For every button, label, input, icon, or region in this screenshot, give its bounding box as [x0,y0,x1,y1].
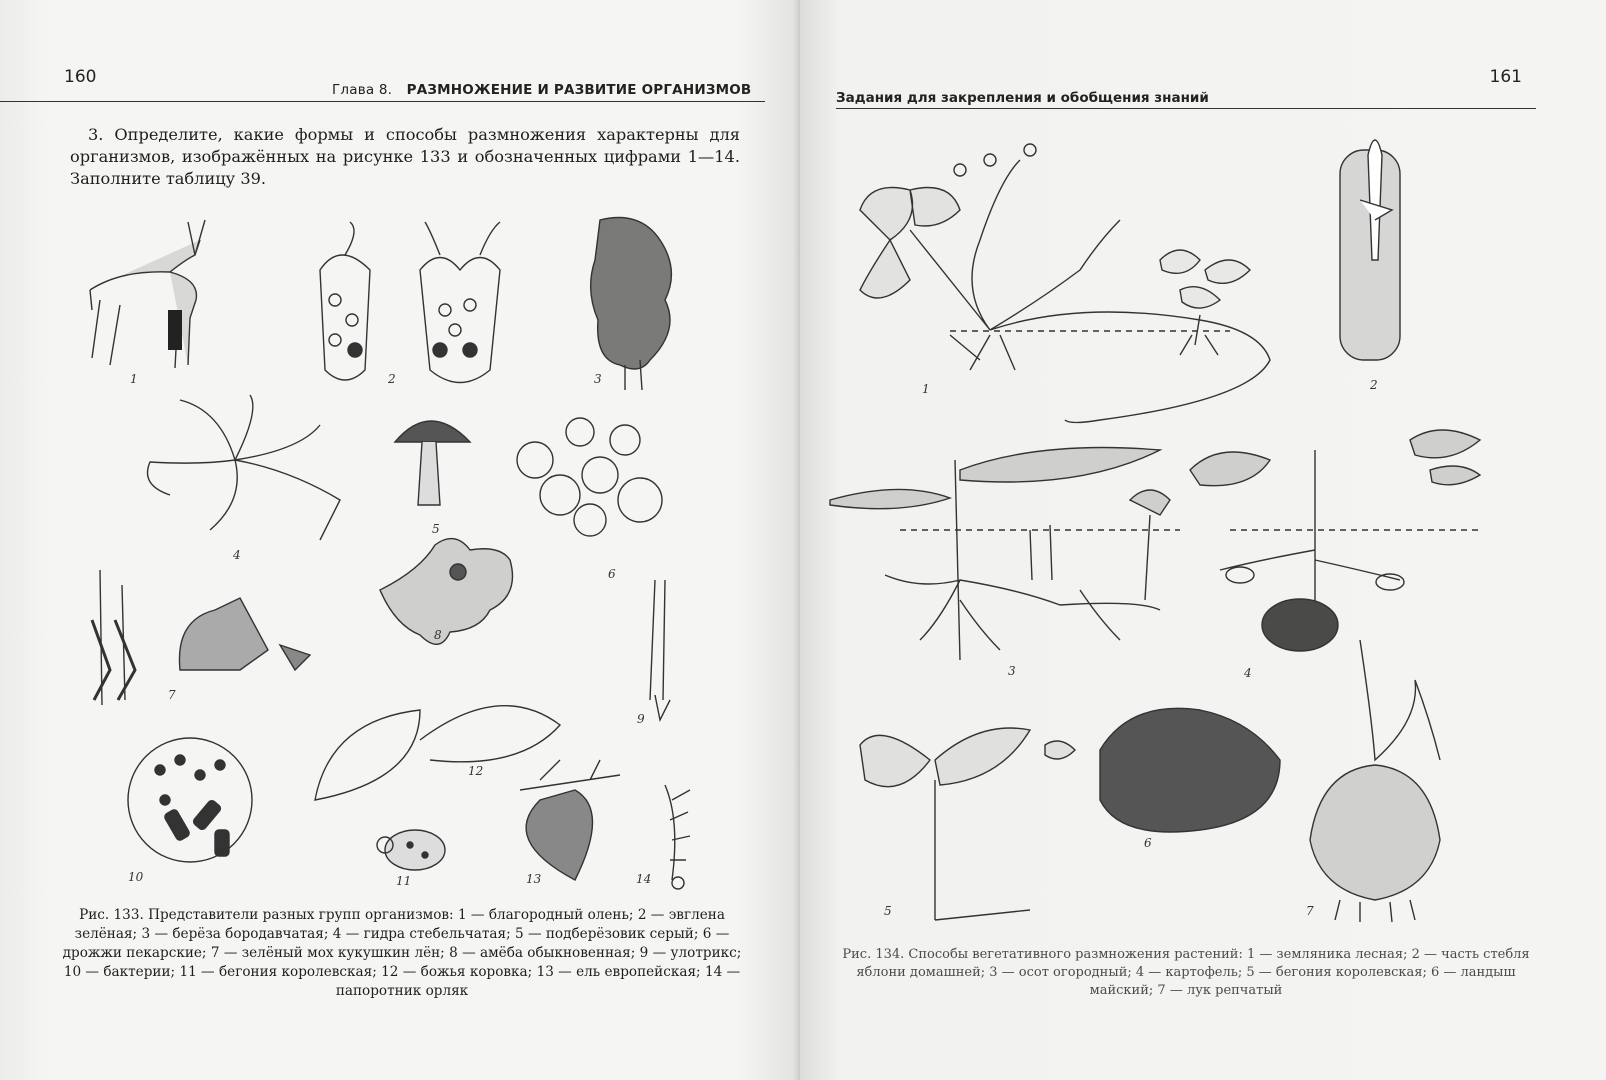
caption-item: 7 — лук репчатый [1157,983,1283,998]
fig134-label-1: 1 [922,382,930,396]
fig133-label-13: 13 [526,872,542,886]
caption-item: 5 — подберёзовик серый; [514,926,699,942]
caption-item: 11 — бегония королевская; [179,964,377,980]
caption-item: 2 — часть стебля яблони домашней; [856,947,1530,980]
task-text: 3. Определите, какие формы и способы размножения характерны для организмов, изображённых на рисунке 133 и обозначенных цифрами 1—14. Заполните таблицу 39. [70,125,740,188]
fig134-label-2: 2 [1370,378,1378,392]
mushroom-drawing [395,421,470,505]
fig133-label-8: 8 [434,628,442,642]
caption-item: 5 — бегония королевская; [1246,965,1427,980]
caption-item: 1 — земляника лесная; [1247,947,1408,962]
apple-stem-drawing [1340,140,1400,360]
fig133-label-5: 5 [432,522,440,536]
strawberry-drawing [860,144,1270,423]
figure-134-caption [836,946,1536,1000]
bacteria-drawing [128,738,252,862]
birch-drawing [591,218,672,391]
fig134-label-5: 5 [884,904,892,918]
caption-item: 14 — папоротник орляк [335,964,741,999]
ladybug-drawing [377,830,445,870]
caption-item: 10 — бактерии; [63,964,176,980]
onion-drawing [1310,640,1440,922]
caption-item: 12 — божья коровка; [381,964,533,980]
figure-134 [800,120,1606,940]
caption-item: 9 — улотрикс; [639,945,742,961]
fig133-label-2: 2 [388,372,396,386]
fig133-label-10: 10 [128,870,144,884]
running-head-right: Задания для закрепления и обобщения знаний [836,90,1209,106]
hydra-drawing [148,395,341,540]
caption-item: 4 — гидра стебельчатая; [332,926,511,942]
euglena-drawing [320,222,500,383]
header-rule-right [836,108,1536,109]
yeast-drawing [517,418,662,536]
chapter-label: Глава 8. [332,82,393,98]
figure-133-caption [62,906,742,1001]
caption-item: 4 — картофель; [1135,965,1243,980]
spruce-cone-drawing [520,760,620,880]
caption-item: 6 — дрожжи пекарские; [62,926,730,961]
fern-drawing [665,785,690,889]
caption-item: 13 — ель европейская; [536,964,701,980]
caption-item: 7 — зелёный мох кукушкин лён; [210,945,445,961]
chapter-title: РАЗМНОЖЕНИЕ И РАЗВИТИЕ ОРГАНИЗМОВ [406,82,752,98]
caption-title: Рис. 134. Способы вегетативного размножения растений: [842,947,1243,962]
caption-item: 3 — осот огородный; [989,965,1132,980]
fig133-label-14: 14 [636,872,652,886]
deer-drawing [90,220,205,368]
left-page [0,0,800,1080]
figure-133 [0,200,800,900]
page-number-right: 161 [1489,67,1522,87]
moss-drawing [92,570,310,705]
header-rule-left [0,101,765,102]
begonia-leaf-drawing [860,728,1030,920]
begonia-leaves-drawing [315,706,560,800]
fig134-label-6: 6 [1144,836,1152,850]
caption-item: 2 — эвглена зелёная; [74,907,725,942]
fig133-label-6: 6 [608,567,616,581]
fig134-label-3: 3 [1008,664,1016,678]
caption-item: 3 — берёза бородавчатая; [141,926,329,942]
task-paragraph [70,124,740,190]
running-head-left [332,82,751,98]
page-number-left: 160 [64,67,97,87]
fig133-label-9: 9 [637,712,645,726]
fig133-label-4: 4 [233,548,241,562]
fig133-label-11: 11 [396,874,412,888]
caption-item: 1 — благородный олень; [457,907,634,923]
lily-of-valley-drawing [1045,708,1280,832]
fig133-label-12: 12 [468,764,484,778]
caption-title: Рис. 133. Представители разных групп организмов: [79,907,454,923]
amoeba-drawing [380,539,513,645]
potato-drawing [1190,430,1480,651]
caption-item: 8 — амёба обыкновенная; [449,945,636,961]
fig133-label-1: 1 [130,372,138,386]
fig134-label-7: 7 [1306,904,1314,918]
caption-item: 6 — ландыш майский; [1089,965,1516,998]
ulothrix-drawing [650,580,670,720]
fig134-label-4: 4 [1244,666,1252,680]
fig133-label-3: 3 [594,372,602,386]
right-page [800,0,1606,1080]
sow-thistle-drawing [830,448,1170,661]
fig133-label-7: 7 [168,688,176,702]
